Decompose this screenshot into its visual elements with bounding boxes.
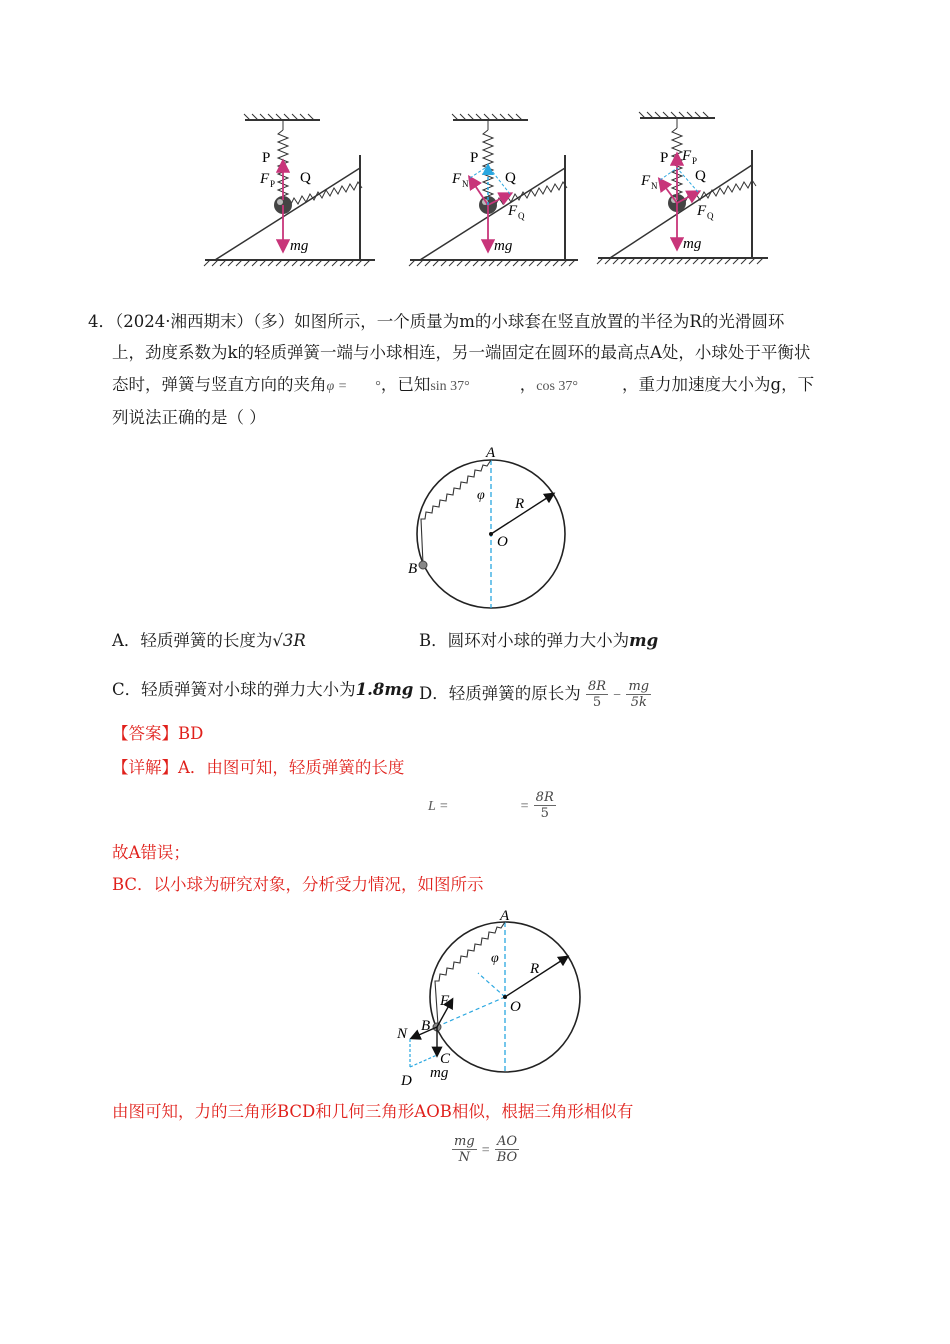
- label-B2: B: [421, 1018, 431, 1034]
- eq2-equals: =: [481, 1143, 490, 1158]
- question-text-3c: ，: [519, 375, 537, 394]
- option-D[interactable]: [419, 679, 651, 710]
- label-D: D: [401, 1073, 412, 1089]
- svg-text:F: F: [508, 203, 518, 219]
- option-D-minus: −: [613, 688, 622, 703]
- svg-text:F: F: [641, 173, 651, 189]
- detail-text-1: A．由图可知，轻质弹簧的长度: [178, 758, 405, 777]
- label-O2: O: [510, 999, 521, 1015]
- svg-text:mg: mg: [494, 238, 513, 254]
- svg-text:P: P: [262, 150, 271, 166]
- svg-text:Q: Q: [695, 168, 706, 184]
- label-B: B: [408, 561, 418, 577]
- eq1-frac: $\frac{8R}{5}$: [535, 790, 554, 821]
- detail-line-3: BC．以小球为研究对象，分析受力情况，如图所示: [112, 875, 484, 894]
- svg-text:P: P: [692, 156, 698, 166]
- detail-label: 【详解】: [112, 758, 178, 777]
- detail-line-4: 由图可知，力的三角形BCD和几何三角形AOB相似，根据三角形相似有: [112, 1102, 634, 1121]
- label-R: R: [515, 496, 525, 512]
- svg-text:mg: mg: [290, 238, 309, 254]
- svg-text:P: P: [270, 179, 276, 189]
- option-A-math: √3R: [272, 631, 306, 650]
- eq1-equals: =: [520, 799, 529, 814]
- sin-expr: sin 37°: [430, 379, 470, 394]
- question-text-3a: 态时，弹簧与竖直方向的夹角: [112, 375, 327, 394]
- svg-text:N: N: [651, 181, 658, 191]
- label-A: A: [486, 445, 496, 461]
- phi-expr: φ =: [326, 379, 348, 394]
- svg-text:Q: Q: [518, 211, 525, 221]
- option-B-text: B．圆环对小球的弹力大小为: [419, 631, 630, 650]
- option-C-text: C．轻质弹簧对小球的弹力大小为: [112, 680, 356, 699]
- circle-figure-1: [395, 442, 585, 617]
- option-C[interactable]: [112, 679, 413, 701]
- option-D-frac1: $\frac{8R}{5}$: [587, 679, 607, 710]
- eq2-frac1: $\frac{mg}{N}$: [454, 1134, 475, 1165]
- force-diagrams-top: [0, 100, 950, 275]
- answer-label: 【答案】: [112, 724, 178, 743]
- option-A-text: A．轻质弹簧的长度为: [112, 631, 273, 650]
- answer-line: [112, 723, 203, 745]
- label-F: F: [440, 993, 450, 1009]
- question-type: （多）: [253, 312, 295, 331]
- svg-text:Q: Q: [707, 211, 714, 221]
- label-O: O: [497, 534, 508, 550]
- label-C: C: [440, 1051, 451, 1067]
- diagram-3: [597, 112, 768, 264]
- option-B[interactable]: [419, 630, 658, 652]
- label-phi: φ: [477, 488, 485, 503]
- cos-expr: cos 37°: [536, 379, 579, 394]
- diagram-2: [409, 114, 578, 266]
- detail-line-2: 故A错误；: [112, 843, 190, 862]
- label-mg: mg: [430, 1065, 449, 1081]
- label-phi2: φ: [491, 951, 499, 966]
- eq1-lhs: L =: [428, 799, 449, 814]
- option-D-text: D．轻质弹簧的原长为: [419, 684, 581, 703]
- equation-2: [452, 1134, 519, 1165]
- diagram-1: [204, 114, 375, 266]
- detail-line-1: [112, 757, 404, 779]
- label-A2: A: [500, 908, 510, 924]
- answer-value: BD: [178, 724, 204, 743]
- question-line-4: 列说法正确的是（ ）: [112, 408, 266, 427]
- question-line-3: [112, 374, 814, 398]
- question-line-1: [88, 311, 784, 333]
- svg-text:Q: Q: [505, 170, 516, 186]
- question-text-3d: ，重力加速度大小为g，下: [622, 375, 815, 394]
- option-B-math: mg: [629, 631, 659, 650]
- question-text-3b: ，已知: [380, 375, 431, 394]
- svg-text:Q: Q: [300, 170, 311, 186]
- circle-figure-2: [390, 905, 590, 1095]
- equation-1: [428, 790, 556, 821]
- question-source: （2024·湘西期末）: [115, 312, 253, 331]
- svg-text:F: F: [260, 171, 270, 187]
- label-R2: R: [530, 961, 540, 977]
- svg-text:P: P: [470, 150, 479, 166]
- svg-text:F: F: [452, 171, 462, 187]
- svg-text:P: P: [660, 150, 669, 166]
- degree-mark: °: [375, 379, 381, 394]
- svg-text:F: F: [697, 203, 707, 219]
- question-number: 4．: [88, 312, 115, 331]
- eq2-frac2: $\frac{AO}{BO}$: [496, 1134, 518, 1165]
- question-line-2: 上，劲度系数为k的轻质弹簧一端与小球相连，另一端固定在圆环的最高点A处，小球处于平衡状: [112, 343, 811, 362]
- question-text-1: 如图所示，一个质量为m的小球套在竖直放置的半径为R的光滑圆环: [294, 312, 785, 331]
- svg-text:N: N: [462, 179, 469, 189]
- option-C-math: 1.8mg: [355, 680, 414, 699]
- label-N: N: [397, 1026, 408, 1042]
- option-D-frac2: $\frac{mg}{5k}$: [628, 679, 650, 710]
- svg-text:mg: mg: [683, 236, 702, 252]
- option-A[interactable]: [112, 630, 306, 652]
- svg-text:F: F: [682, 148, 692, 164]
